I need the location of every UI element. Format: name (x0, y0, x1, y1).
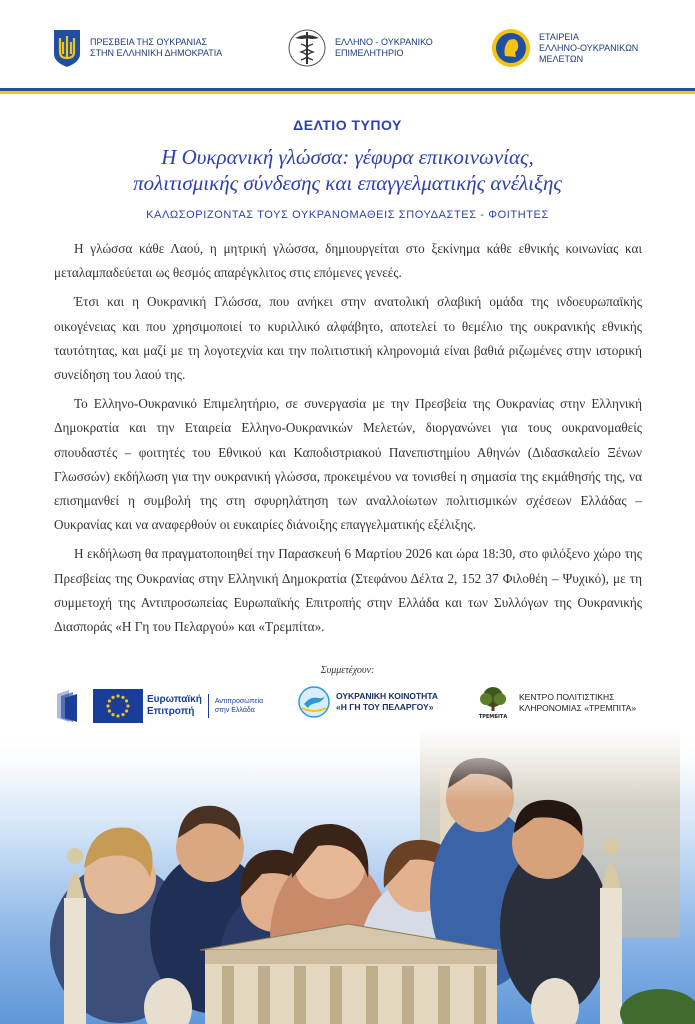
eu-building-pages-icon (55, 686, 85, 726)
org2-line1: ΕΛΛΗΝΟ - ΟΥΚΡΑΝΙΚΟ (335, 37, 433, 47)
org1-line1: ΠΡΕΣΒΕΙΑ ΤΗΣ ΟΥΚΡΑΝΙΑΣ (90, 37, 208, 47)
org3-line3: ΜΕΛΕΤΩΝ (539, 53, 584, 64)
org2-line2: ΕΠΙΜΕΛΗΤΗΡΙΟ (335, 48, 404, 58)
athena-head-emblem-icon (491, 28, 531, 68)
european-commission-logo (55, 686, 263, 726)
photo-collage-illustration (0, 728, 695, 1024)
tree-emblem-icon (473, 686, 513, 720)
students-and-athens-academy-photo (0, 728, 695, 1024)
trembita-line2: ΚΛΗΡΟΝΟΜΙΑΣ «ΤΡΕΜΠΙΤΑ» (519, 703, 637, 713)
title-line-1: Η Ουκρανική γλώσσα: γέφυρα επικοινωνίας, (161, 145, 534, 169)
document-subtitle: ΚΑΛΩΣΟΡΙΖΟΝΤΑΣ ΤΟΥΣ ΟΥΚΡΑΝΟΜΑΘΕΙΣ ΣΠΟΥΔΑΣΤΕΣ - ΦΟΙΤΗΤΕΣ (146, 209, 549, 221)
stork-globe-icon (298, 686, 330, 718)
eu-name-line1: Ευρωπαϊκή (147, 694, 202, 705)
title-line-2: πολιτισμικής σύνδεσης και επαγγελματικής ανέλιξης (133, 171, 562, 195)
press-release-label: ΔΕΛΤΙΟ ΤΥΠΟΥ (293, 117, 402, 133)
trembita-logo-word: ТРЕМБІТА (478, 714, 508, 720)
trembita-cultural-center-logo (473, 686, 636, 720)
society-of-hellenic-ukrainian-studies (491, 28, 638, 68)
hellenic-ukrainian-chamber (287, 28, 433, 68)
paragraph: Έτσι και η Ουκρανική Γλώσσα, που ανήκει στην ανατολική σλαβική ομάδα της ινδοευρωπαϊκής οικογένειας και που χρησιμοποιεί το κυριλλικό αλφάβητο, αποτελεί το θεμέλιο της ουκρανικής εθνικής ταυτότητας, και μαζί με τη λογοτεχνία και την πολιτιστική κληρονομιά είναι βαθιά ριζωμένες στην ιστορική συνείδηση του λαού της. (54, 294, 642, 383)
pelargou-line2: «Η ΓΗ ΤΟΥ ΠΕΛΑΡΓΟΥ» (336, 702, 434, 712)
ukraine-yellow-stripe (0, 91, 695, 94)
embassy-of-ukraine (52, 28, 222, 68)
paragraph: Το Ελληνο-Ουκρανικό Επιμελητήριο, σε συνεργασία με την Πρεσβεία της Ουκρανίας στην Ελληνική Δημοκρατία και την Εταιρεία Ελληνο-Ουκρανικών Μελετών, διοργανώνει για τους ουκρανομαθείς σπουδαστές – φοιτητές του Εθνικού και Καποδιστριακού Πανεπιστημίου Αθηνών (Διδασκαλείο Ξένων Γλωσσών) εκδήλωση για την ουκρανική γλώσσα, προκειμένου να τονισθεί η σημασία της εκμάθησής της, να επισημανθεί η συμβολή της στη σφυρηλάτηση των αναλλοίωτων πολιτισμικών σχέσεων Ελλάδας – Ουκρανίας και να αναφερθούν οι ευκαιρίες διάνοιξης επαγγελματικής εξέλιξης. (54, 396, 642, 533)
eu-rep-line2: στην Ελλάδα (214, 707, 255, 714)
pelargou-line1: ΟΥΚΡΑΝΙΚΗ ΚΟΙΝΟΤΗΤΑ (336, 691, 438, 701)
trident-coat-of-arms-icon (52, 28, 82, 68)
org3-line2: ΕΛΛΗΝΟ-ΟΥΚΡΑΝΙΚΩΝ (539, 42, 639, 53)
letterhead (0, 0, 695, 88)
org3-line1: ΕΤΑΙΡΕΙΑ (539, 31, 579, 42)
eu-name-line2: Επιτροπή (147, 706, 195, 717)
trembita-line1: ΚΕΝΤΡΟ ΠΟΛΙΤΙΣΤΙΚΗΣ (519, 692, 615, 702)
org1-line2: ΣΤΗΝ ΕΛΛΗΝΙΚΗ ΔΗΜΟΚΡΑΤΙΑ (90, 48, 223, 58)
document-title (40, 144, 655, 196)
caduceus-chamber-logo-icon (287, 28, 327, 68)
eu-rep-line1: Αντιπροσωπεία (214, 698, 264, 705)
eu-flag-icon (93, 689, 143, 723)
press-release-body (54, 237, 642, 644)
paragraph: Η εκδήλωση θα πραγματοποιηθεί την Παρασκευή 6 Μαρτίου 2026 και ώρα 18:30, στο φιλόξενο χώρο της Πρεσβείας της Ουκρανίας στην Ελληνική Δημοκρατία (Στεφάνου Δέλτα 2, 152 37 Φιλοθέη – Ψυχικό), με τη συμμετοχή της Αντιπροσωπείας Ευρωπαϊκής Επιτροπής στην Ελλάδα και των Συλλόγων της Ουκρανικής Διασποράς «Η Γη του Πελαργού» και «Τρεμπίτα». (54, 546, 642, 635)
ukrainian-community-pelargou-logo (298, 686, 438, 718)
participants-heading: Συμμετέχουν: (320, 665, 375, 676)
paragraph: Η γλώσσα κάθε Λαού, η μητρική γλώσσα, δημιουργείται στο ξεκίνημα κάθε εθνικής κοινωνίας και μεταλαμπαδεύεται ως θεσμός απαρέγκλιτος στις επόμενες γενεές. (54, 241, 642, 281)
